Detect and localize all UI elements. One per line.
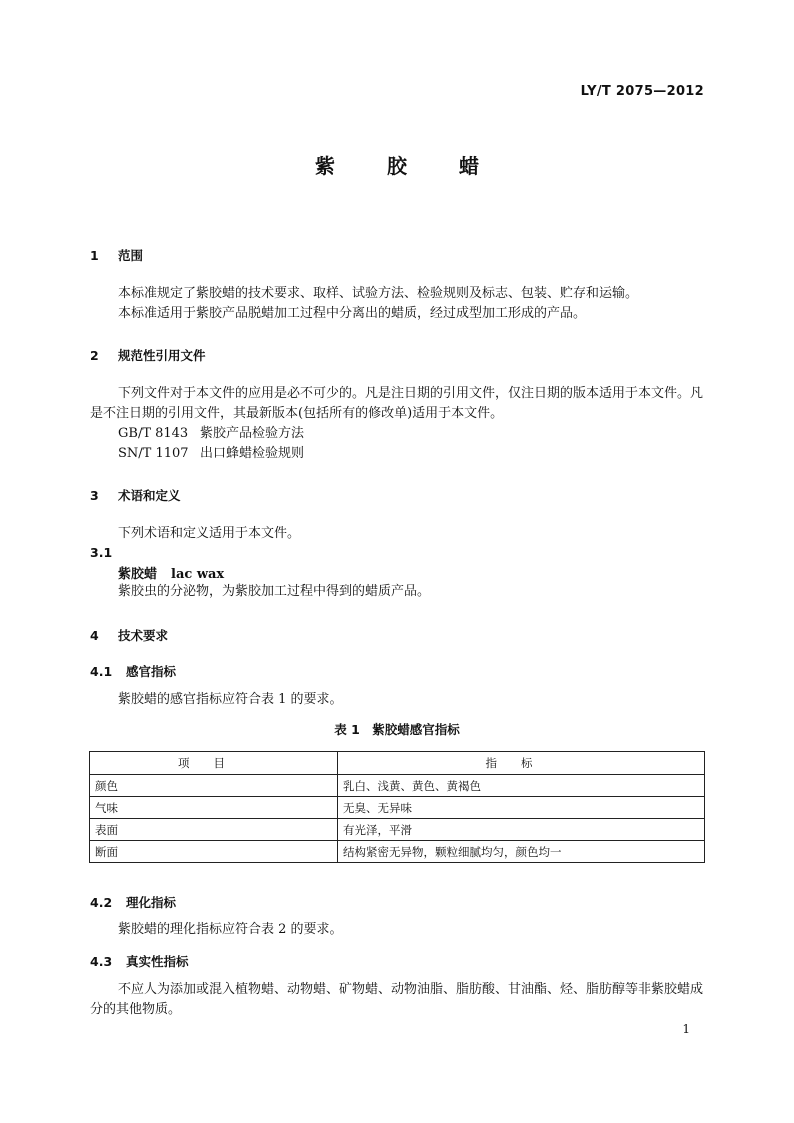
reference-title: 出口蜂蜡检验规则 (200, 446, 305, 461)
paragraph: 不应人为添加或混入植物蜡、动物蜡、矿物蜡、动物油脂、脂肪酸、甘油酯、烃、脂肪醇等非紫胶蜡成分的其他物质。 (90, 982, 704, 1017)
subsection-number: 4.1 (90, 664, 113, 679)
document-title (0, 150, 794, 179)
term-name (118, 563, 224, 582)
section-number: 4 (90, 628, 99, 643)
reference-item (118, 444, 304, 464)
term-number: 3.1 (90, 545, 113, 560)
section-title: 术语和定义 (118, 488, 181, 503)
term-definition: 紫胶虫的分泌物，为紫胶加工过程中得到的蜡质产品。 (118, 584, 431, 599)
subsection-heading-authenticity (90, 952, 189, 970)
title-char: 紫 (315, 154, 335, 178)
paragraph: 下列术语和定义适用于本文件。 (118, 526, 301, 541)
standard-code: LY/T 2075—2012 (580, 84, 704, 99)
column-header (338, 752, 705, 775)
title-char: 胶 (387, 154, 407, 178)
table-cell: 乳白、浅黄、黄色、黄褐色 (338, 775, 705, 797)
subsection-title: 理化指标 (126, 895, 177, 910)
table-cell: 无臭、无异味 (338, 797, 705, 819)
section-number: 3 (90, 488, 99, 503)
subsection-heading-sensory (90, 662, 176, 680)
section-title: 范围 (118, 248, 144, 263)
subsection-number: 4.2 (90, 895, 113, 910)
section-heading-terms (90, 486, 181, 504)
column-header-label: 项目 (178, 756, 249, 770)
reference-item (118, 424, 304, 444)
table-row (90, 775, 705, 797)
title-char: 蜡 (459, 154, 479, 178)
section-title: 规范性引用文件 (118, 348, 206, 363)
section-heading-scope (90, 246, 143, 264)
section-number: 2 (90, 348, 99, 363)
table-cell: 断面 (90, 841, 338, 863)
table-cell: 气味 (90, 797, 338, 819)
reference-code: SN/T 1107 (118, 446, 189, 461)
table-row (90, 841, 705, 863)
paragraph: 下列文件对于本文件的应用是必不可少的。凡是注日期的引用文件，仅注日期的版本适用于本文件。凡是不注日期的引用文件，其最新版本(包括所有的修改单)适用于本文件。 (90, 386, 704, 421)
section-number: 1 (90, 248, 99, 263)
reference-code: GB/T 8143 (118, 426, 189, 441)
subsection-heading-physicochemical (90, 893, 176, 911)
table-cell: 有光泽，平滑 (338, 819, 705, 841)
page-number: 1 (682, 1022, 690, 1036)
paragraph: 紫胶蜡的感官指标应符合表 1 的要求。 (118, 692, 343, 707)
reference-title: 紫胶产品检验方法 (200, 426, 305, 441)
table-header-row (90, 752, 705, 775)
subsection-number: 4.3 (90, 954, 113, 969)
table-row (90, 819, 705, 841)
column-header (90, 752, 338, 775)
section-heading-normative-references (90, 346, 206, 364)
table-cell: 结构紧密无异物，颗粒细腻均匀，颜色均一 (338, 841, 705, 863)
sensory-table (89, 751, 705, 863)
paragraph: 本标准适用于紫胶产品脱蜡加工过程中分离出的蜡质，经过成型加工形成的产品。 (118, 306, 587, 321)
term-name-en: lac wax (171, 567, 225, 582)
section-heading-technical-requirements (90, 626, 168, 644)
table-row (90, 797, 705, 819)
table-cell: 颜色 (90, 775, 338, 797)
subsection-title: 真实性指标 (126, 954, 189, 969)
section-title: 技术要求 (118, 628, 169, 643)
column-header-label: 指标 (485, 756, 557, 770)
paragraph: 本标准规定了紫胶蜡的技术要求、取样、试验方法、检验规则及标志、包装、贮存和运输。 (118, 286, 639, 301)
term-name-zh: 紫胶蜡 (118, 567, 158, 582)
paragraph: 紫胶蜡的理化指标应符合表 2 的要求。 (118, 922, 343, 937)
table-cell: 表面 (90, 819, 338, 841)
subsection-title: 感官指标 (126, 664, 177, 679)
table-caption: 表 1 紫胶蜡感官指标 (334, 722, 460, 737)
